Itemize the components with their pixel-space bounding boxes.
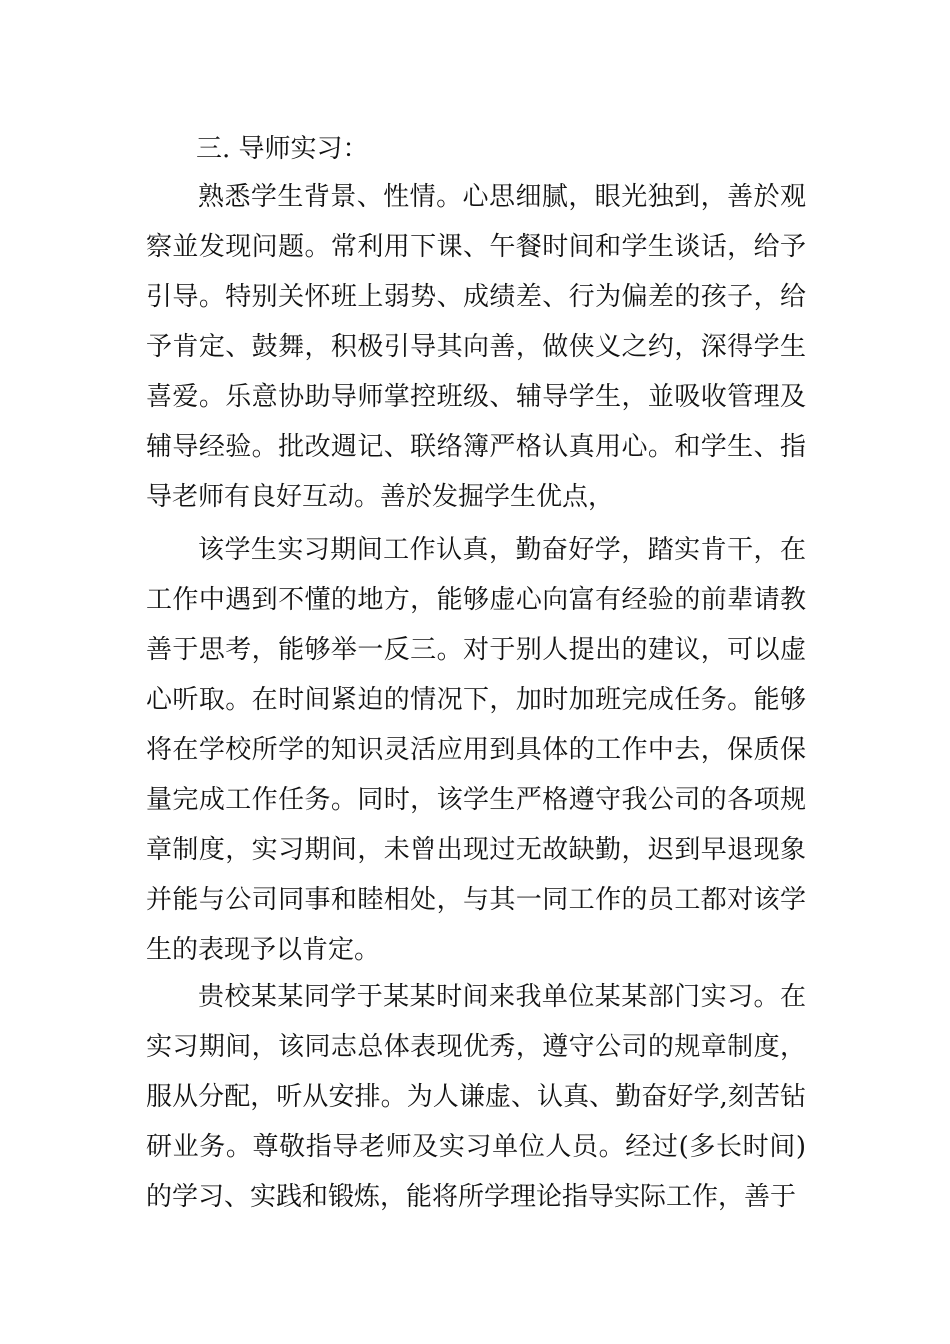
paragraph-tutor-internship: 熟悉学生背景、性情。心思细腻，眼光独到，善於观察並发现问题。常利用下课、午餐时间和学生谈话，给予引导。特别关怀班上弱势、成绩差、行为偏差的孩子，给予肯定、鼓舞，积极引导其向善，做侠义之约，深得学生喜爱。乐意协助导师掌控班级、辅导学生，並吸收管理及辅导经验。批改週记、联络簿严格认真用心。和学生、指导老师有良好互动。善於发掘学生优点， (146, 182, 806, 512)
section-heading: 三. 导师实习： (196, 134, 369, 164)
paragraph-work-evaluation: 该学生实习期间工作认真，勤奋好学，踏实肯干，在工作中遇到不懂的地方，能够虚心向富有经验的前辈请教善于思考，能够举一反三。对于别人提出的建议，可以虚心听取。在时间紧迫的情况下，加时加班完成任务。能够将在学校所学的知识灵活应用到具体的工作中去，保质保量完成工作任务。同时，该学生严格遵守我公司的各项规章制度，实习期间，未曾出现过无故缺勤，迟到早退现象并能与公司同事和睦相处，与其一同工作的员工都对该学生的表现予以肯定。 (146, 535, 806, 965)
paragraph-unit-evaluation: 贵校某某同学于某某时间来我单位某某部门实习。在实习期间，该同志总体表现优秀，遵守公司的规章制度，服从分配，听从安排。为人谦虚、认真、勤奋好学,刻苦钻研业务。尊敬指导老师及实习单位人员。经过(多长时间)的学习、实践和锻炼，能将所学理论指导实际工作，善于 (146, 982, 806, 1212)
